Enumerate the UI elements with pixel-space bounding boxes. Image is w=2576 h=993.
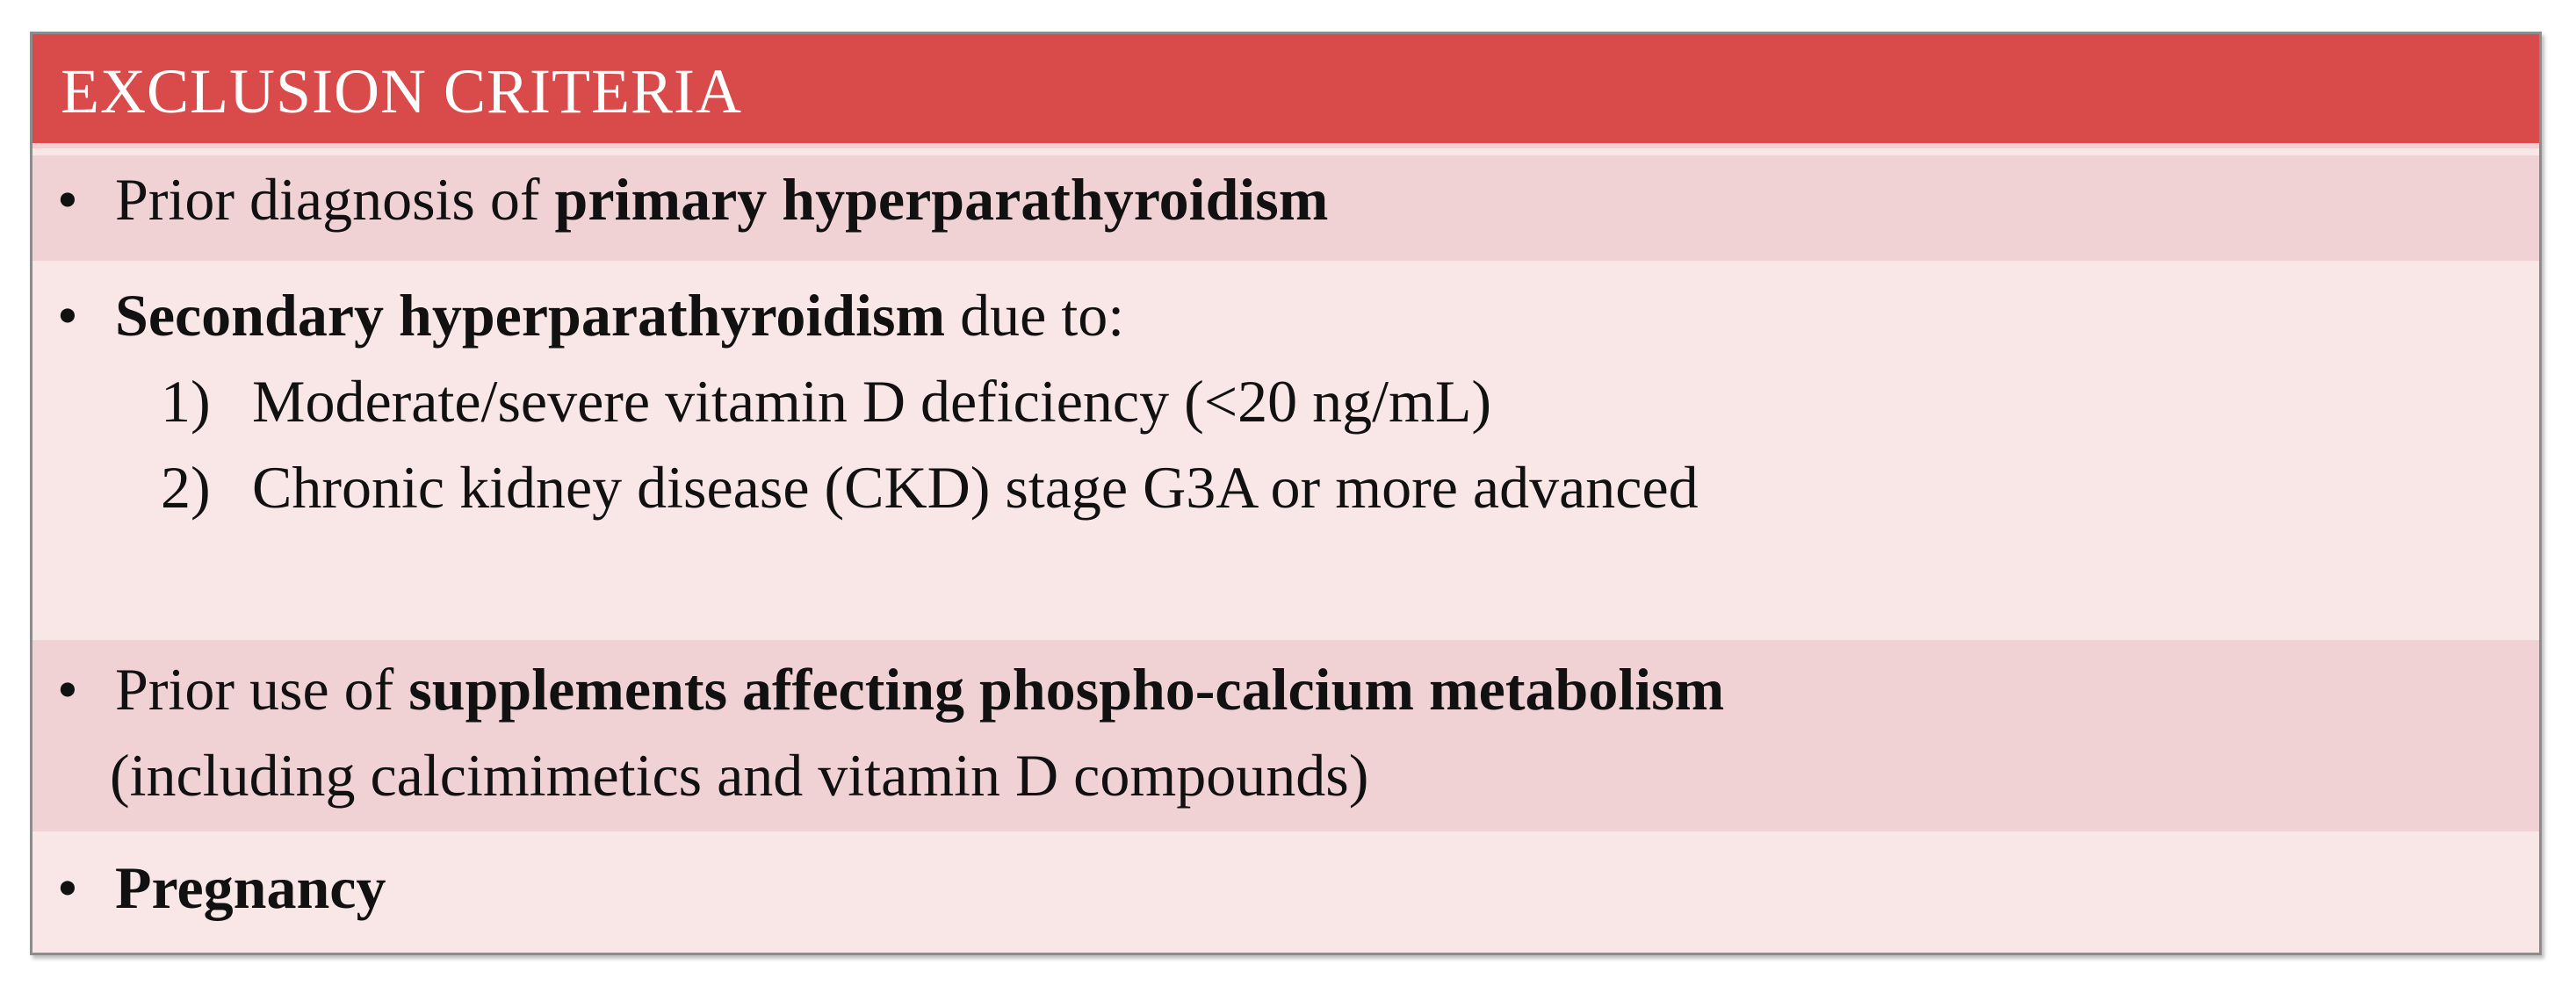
bullet-icon: • xyxy=(57,166,78,233)
subitem-text: Moderate/severe vitamin D deficiency (<20 ng/mL) xyxy=(252,368,1492,435)
criterion-suffix: due to: xyxy=(945,282,1125,349)
criterion-bold: primary hyperparathyroidism xyxy=(554,166,1329,233)
criterion-continuation: (including calcimimetics and vitamin D compounds) xyxy=(110,742,1369,809)
criterion-bold: supplements affecting phospho-calcium metabolism xyxy=(408,656,1725,723)
criterion-text xyxy=(115,164,1328,234)
subitem-number: 2) xyxy=(161,454,211,521)
criterion-prefix: Prior use of xyxy=(115,656,409,723)
criterion-text xyxy=(115,280,1124,350)
subitem-text: Chronic kidney disease (CKD) stage G3A or more advanced xyxy=(252,454,1699,521)
exclusion-criteria-panel xyxy=(30,32,2542,955)
criterion-row-pregnancy xyxy=(32,840,2539,954)
criterion-bold: Secondary hyperparathyroidism xyxy=(115,282,946,349)
criterion-row-supplements xyxy=(32,640,2539,831)
criterion-row-primary-hyperparathyroidism xyxy=(32,155,2539,261)
bullet-icon: • xyxy=(57,854,78,921)
panel-title: EXCLUSION CRITERIA xyxy=(61,56,742,126)
panel-header xyxy=(32,34,2539,148)
subitem-number: 1) xyxy=(161,368,211,435)
bullet-icon: • xyxy=(57,656,78,723)
criterion-text xyxy=(115,654,1724,724)
criterion-bold: Pregnancy xyxy=(115,854,386,921)
criterion-prefix: Prior diagnosis of xyxy=(115,166,555,233)
criterion-row-secondary-hyperparathyroidism xyxy=(32,261,2539,633)
bullet-icon: • xyxy=(57,282,78,349)
